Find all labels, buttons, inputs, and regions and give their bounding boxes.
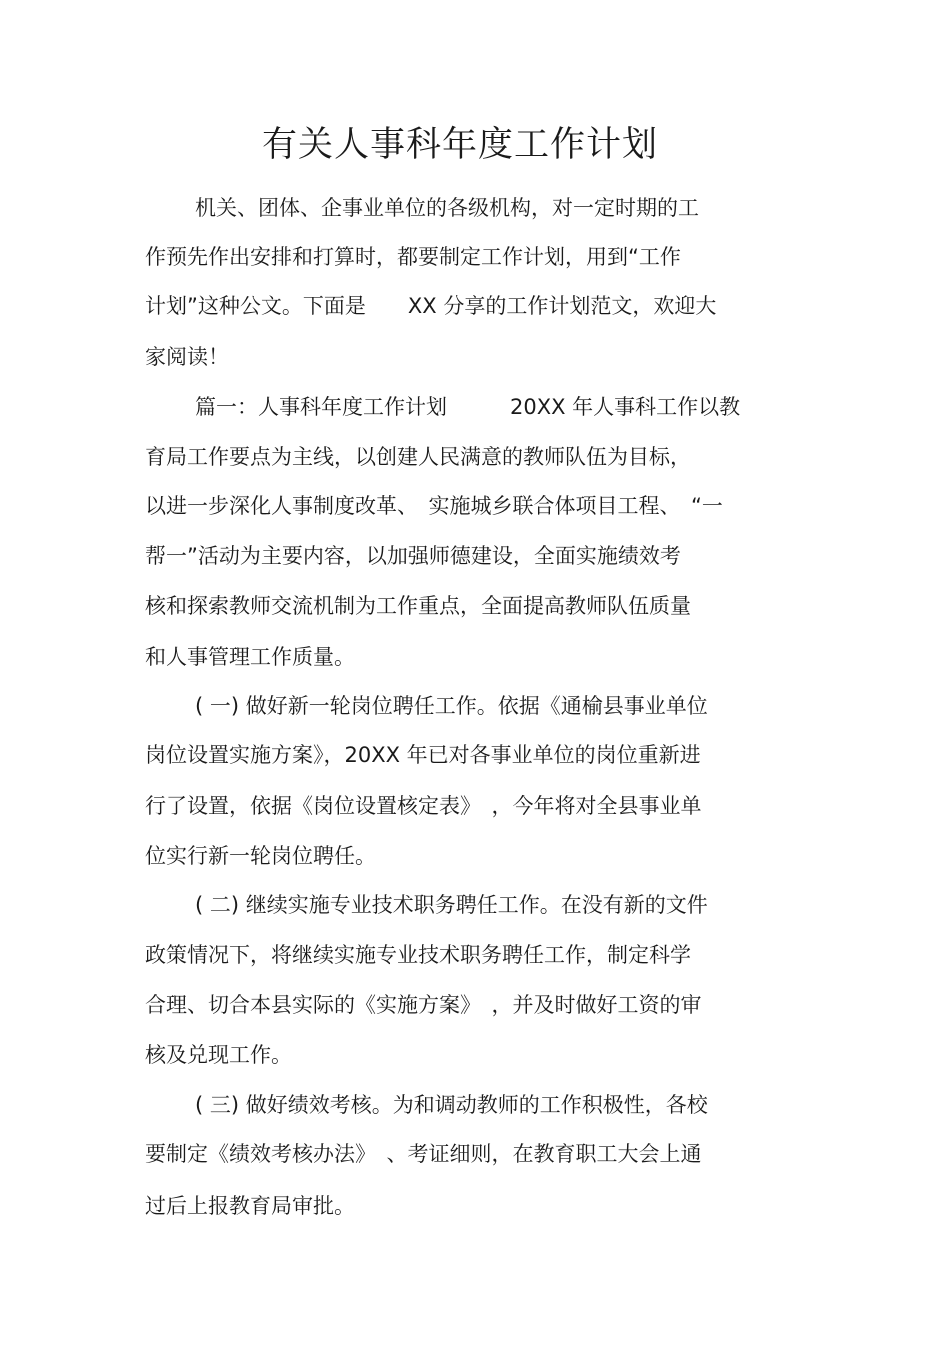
paragraph-4-line-1: ( 二) 继续实施专业技术职务聘任工作。在没有新的文件 bbox=[195, 893, 708, 917]
paragraph-1-line-3: 计划”这种公文。下面是 XX 分享的工作计划范文，欢迎大 bbox=[145, 294, 717, 318]
paragraph-1-line-2: 作预先作出安排和打算时，都要制定工作计划，用到“工作 bbox=[145, 245, 681, 269]
paragraph-4-line-4: 核及兑现工作。 bbox=[145, 1043, 292, 1067]
paragraph-3-line-4: 位实行新一轮岗位聘任。 bbox=[145, 844, 376, 868]
paragraph-4-line-2: 政策情况下，将继续实施专业技术职务聘任工作，制定科学 bbox=[145, 943, 691, 967]
paragraph-2-line-2: 育局工作要点为主线，以创建人民满意的教师队伍为目标， bbox=[145, 445, 691, 469]
paragraph-3-line-3: 行了设置，依据《岗位设置核定表》 ，今年将对全县事业单 bbox=[145, 794, 702, 818]
paragraph-2-line-6: 和人事管理工作质量。 bbox=[145, 645, 355, 669]
paragraph-2-line-5: 核和探索教师交流机制为工作重点，全面提高教师队伍质量 bbox=[145, 594, 691, 618]
paragraph-2-line-4: 帮一”活动为主要内容，以加强师德建设，全面实施绩效考 bbox=[145, 544, 681, 568]
paragraph-2-line-3: 以进一步深化人事制度改革、 实施城乡联合体项目工程、 “一 bbox=[145, 494, 723, 518]
paragraph-5-line-1: ( 三) 做好绩效考核。为和调动教师的工作积极性，各校 bbox=[195, 1093, 708, 1117]
paragraph-4-line-3: 合理、切合本县实际的《实施方案》 ，并及时做好工资的审 bbox=[145, 993, 702, 1017]
paragraph-5-line-2: 要制定《绩效考核办法》 、考证细则，在教育职工大会上通 bbox=[145, 1142, 702, 1166]
paragraph-3-line-1: ( 一) 做好新一轮岗位聘任工作。依据《通榆县事业单位 bbox=[195, 694, 708, 718]
paragraph-5-line-3: 过后上报教育局审批。 bbox=[145, 1194, 355, 1218]
paragraph-3-line-2: 岗位设置实施方案》，20XX 年已对各事业单位的岗位重新进 bbox=[145, 743, 701, 767]
paragraph-1-line-1: 机关、团体、企事业单位的各级机构，对一定时期的工 bbox=[195, 196, 699, 220]
document-title: 有关人事科年度工作计划 bbox=[261, 125, 658, 165]
paragraph-2-line-1: 篇一：人事科年度工作计划 20XX 年人事科工作以教 bbox=[195, 395, 741, 419]
paragraph-1-line-4: 家阅读！ bbox=[145, 345, 229, 369]
